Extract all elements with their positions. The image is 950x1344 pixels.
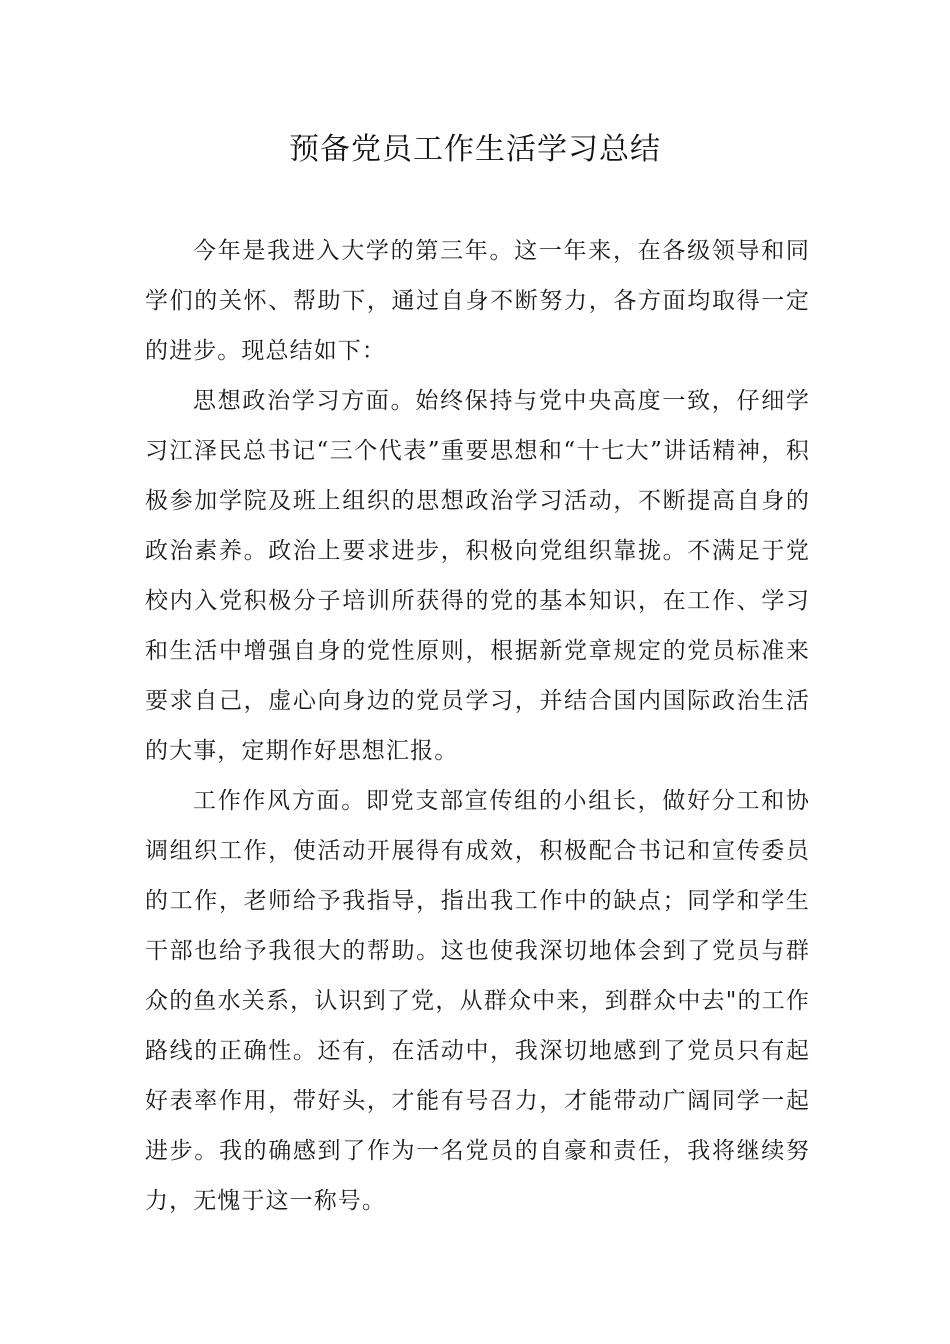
paragraph-intro: 今年是我进入大学的第三年。这一年来，在各级领导和同学们的关怀、帮助下，通过自身不断努力，各方面均取得一定的进步。现总结如下： xyxy=(145,238,810,364)
document-title: 预备党员工作生活学习总结 xyxy=(289,132,661,167)
document-body xyxy=(145,226,810,1226)
paragraph-work-style: 工作作风方面。即党支部宣传组的小组长，做好分工和协调组织工作，使活动开展得有成效，积极配合书记和宣传委员的工作，老师给予我指导，指出我工作中的缺点；同学和学生干部也给予我很大的帮助。这也使我深切地体会到了党员与群众的鱼水关系，认识到了党，从群众中来，到群众中去"的工作路线的正确性。还有，在活动中，我深切地感到了党员只有起好表率作用，带好头，才能有号召力，才能带动广阔同学一起进步。我的确感到了作为一名党员的自豪和责任，我将继续努力，无愧于这一称号。 xyxy=(145,788,810,1214)
paragraph-political-study: 思想政治学习方面。始终保持与党中央高度一致，仔细学习江泽民总书记“三个代表”重要思想和“十七大”讲话精神，积极参加学院及班上组织的思想政治学习活动，不断提高自身的政治素养。政治上要求进步，积极向党组织靠拢。不满足于党校内入党积极分子培训所获得的党的基本知识，在工作、学习和生活中增强自身的党性原则，根据新党章规定的党员标准来要求自己，虚心向身边的党员学习，并结合国内国际政治生活的大事，定期作好思想汇报。 xyxy=(145,388,810,764)
